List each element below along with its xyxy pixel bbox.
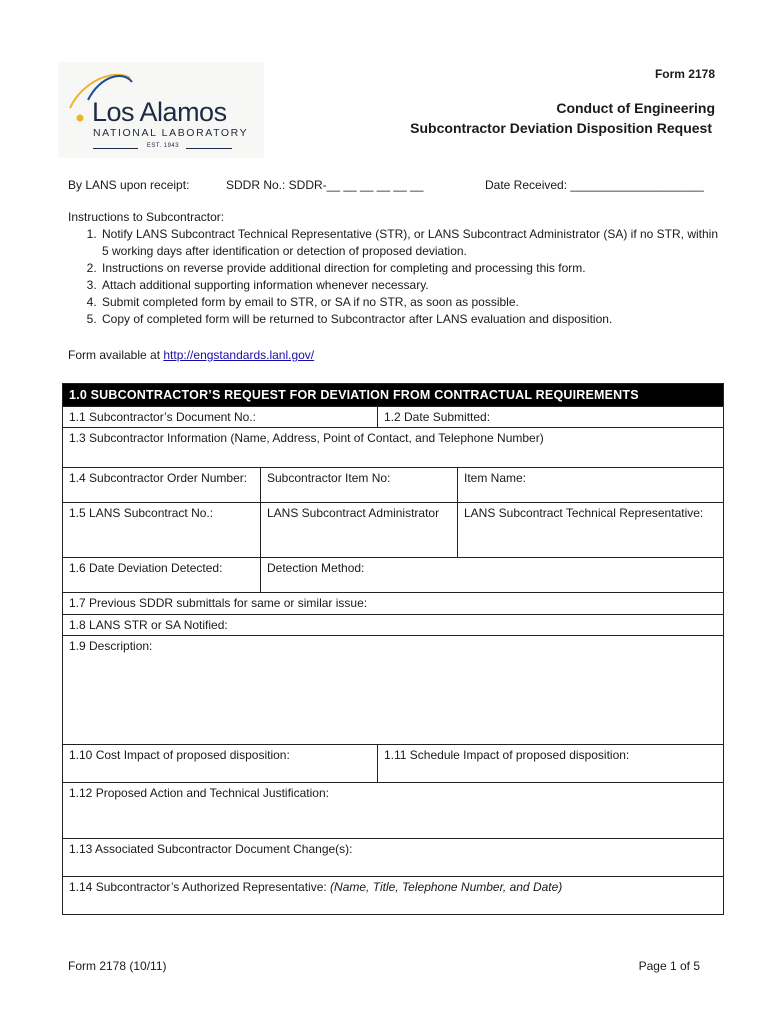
form-available [68, 347, 314, 364]
footer-page-number: Page 1 of 5 [638, 959, 700, 973]
instruction-item: 3. Attach additional supporting information whenever necessary. [100, 277, 728, 294]
field-cost-impact[interactable]: 1.10 Cost Impact of proposed disposition: [63, 745, 378, 783]
logo-name: Los Alamos [92, 97, 227, 127]
field-authorized-representative[interactable] [63, 877, 724, 915]
engstandards-link[interactable]: http://engstandards.lanl.gov/ [163, 348, 315, 362]
field-item-name[interactable]: Item Name: [458, 468, 724, 503]
by-lans-label: By LANS upon receipt: [68, 178, 190, 192]
title-line1: Conduct of Engineering [556, 100, 715, 116]
instructions-list [68, 226, 728, 328]
date-received[interactable]: Date Received: ____________________ [485, 178, 704, 192]
instruction-item: 1. Notify LANS Subcontract Technical Representative (STR), or LANS Subcontract Administrator (SA) if no STR, within 5 working days after identification or detection of proposed deviation. [100, 226, 728, 260]
instructions-heading: Instructions to Subcontractor: [68, 210, 225, 224]
title-line2: Subcontractor Deviation Disposition Request [410, 120, 712, 136]
field-detection-method[interactable]: Detection Method: [261, 558, 724, 593]
field-proposed-action[interactable]: 1.12 Proposed Action and Technical Justification: [63, 783, 724, 839]
field-subcontractor-info[interactable]: 1.3 Subcontractor Information (Name, Address, Point of Contact, and Telephone Number) [63, 428, 724, 468]
form-number: Form 2178 [654, 67, 715, 81]
field-date-submitted[interactable]: 1.2 Date Submitted: [378, 407, 724, 428]
field-order-number[interactable]: 1.4 Subcontractor Order Number: [63, 468, 261, 503]
logo-established: EST. 1943 [146, 143, 180, 149]
field-subcontract-no[interactable]: 1.5 LANS Subcontract No.: [63, 503, 261, 558]
section-heading: 1.0 SUBCONTRACTOR’S REQUEST FOR DEVIATION FROM CONTRACTUAL REQUIREMENTS [63, 384, 724, 407]
field-technical-representative[interactable]: LANS Subcontract Technical Representative: [458, 503, 724, 558]
logo-subtitle: NATIONAL LABORATORY [93, 127, 249, 139]
field-previous-sddr[interactable]: 1.7 Previous SDDR submittals for same or similar issue: [63, 593, 724, 615]
field-subcontract-administrator[interactable]: LANS Subcontract Administrator [261, 503, 458, 558]
field-date-detected[interactable]: 1.6 Date Deviation Detected: [63, 558, 261, 593]
field-schedule-impact[interactable]: 1.11 Schedule Impact of proposed disposition: [378, 745, 724, 783]
field-description[interactable]: 1.9 Description: [63, 636, 724, 745]
instruction-item: 4. Submit completed form by email to STR, or SA if no STR, as soon as possible. [100, 294, 728, 311]
instruction-item: 5. Copy of completed form will be returned to Subcontractor after LANS evaluation and disposition. [100, 311, 728, 328]
field-str-notified[interactable]: 1.8 LANS STR or SA Notified: [63, 615, 724, 636]
deviation-request-table [62, 383, 724, 915]
field-item-no[interactable]: Subcontractor Item No: [261, 468, 458, 503]
field-document-no[interactable]: 1.1 Subcontractor’s Document No.: [63, 407, 378, 428]
footer-form-revision: Form 2178 (10/11) [68, 959, 167, 973]
instruction-item: 2. Instructions on reverse provide additional direction for completing and processing this form. [100, 260, 728, 277]
field-document-changes[interactable]: 1.13 Associated Subcontractor Document Change(s): [63, 839, 724, 877]
authorized-rep-label: 1.14 Subcontractor’s Authorized Representative: [69, 880, 331, 894]
instructions [68, 209, 728, 328]
authorized-rep-hint: (Name, Title, Telephone Number, and Date) [330, 880, 563, 894]
sddr-number[interactable]: SDDR No.: SDDR-__ __ __ __ __ __ [226, 178, 424, 192]
form-available-label: Form available at [68, 348, 164, 362]
